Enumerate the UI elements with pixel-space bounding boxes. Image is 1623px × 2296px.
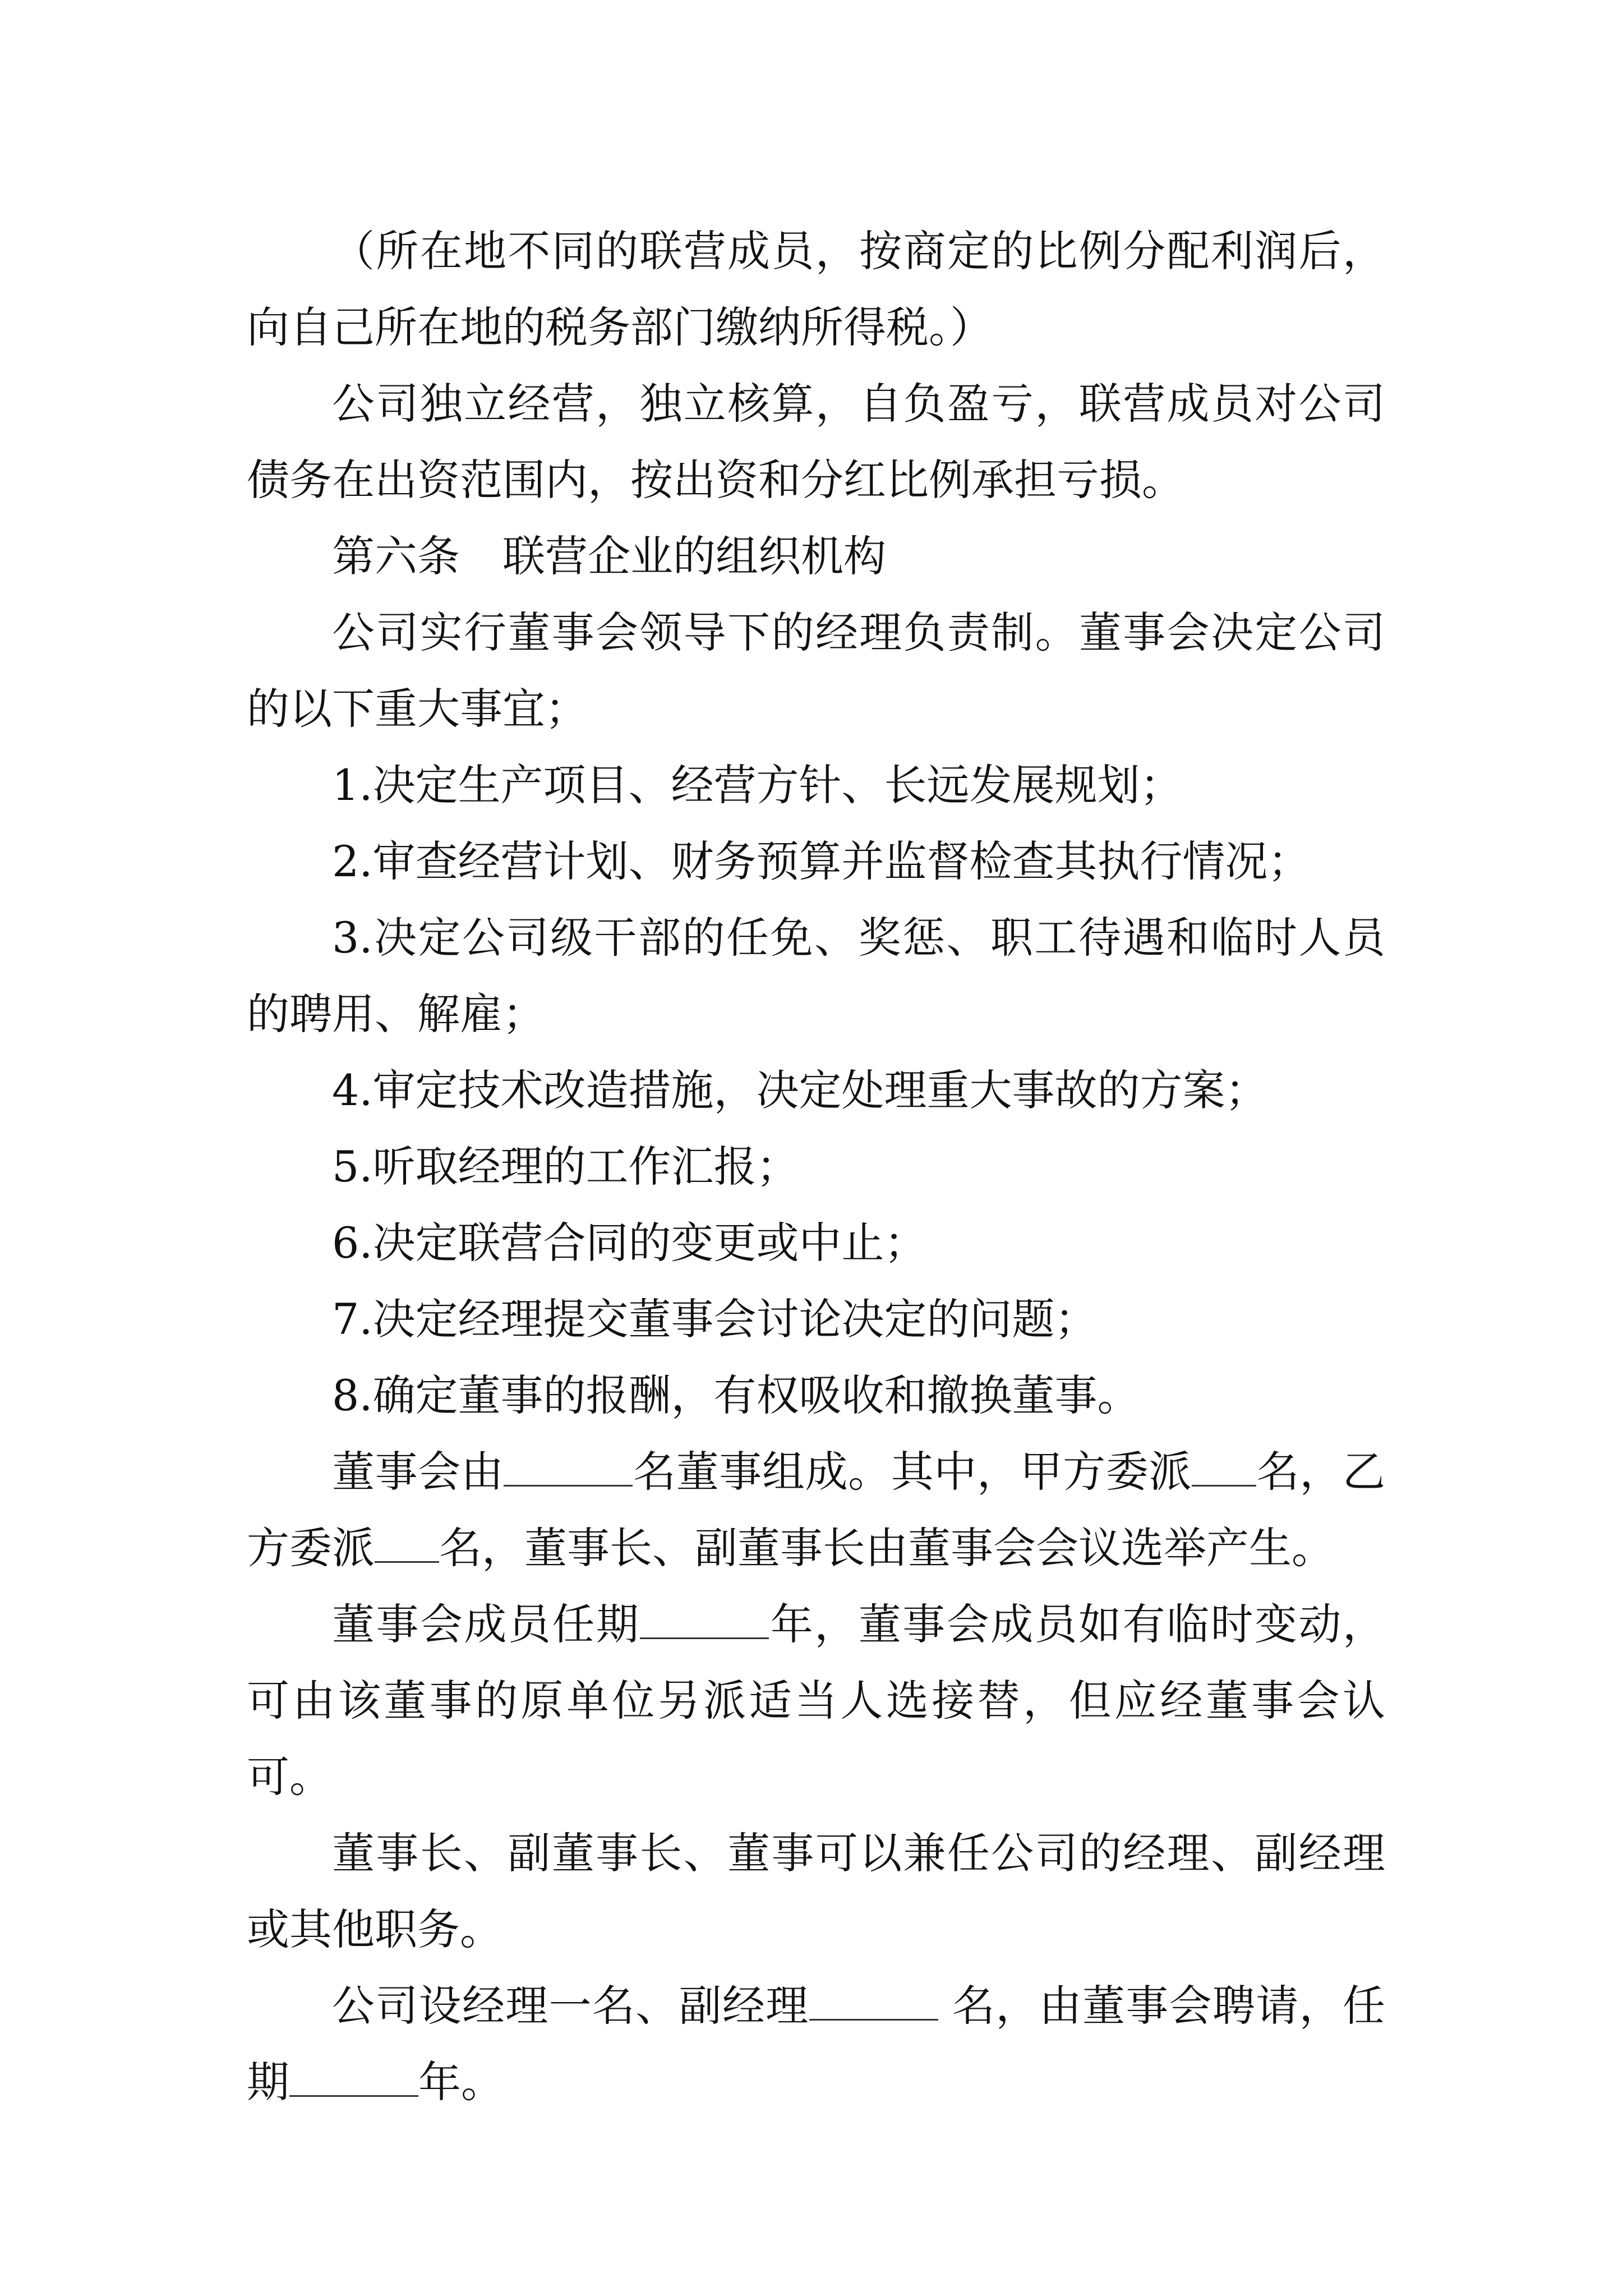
paragraph-board-system: [247, 595, 1385, 747]
list-item-1: [247, 747, 1385, 823]
list-item-8: [247, 1358, 1385, 1434]
list-item-text: 6.决定联营合同的变更或中止；: [332, 1218, 927, 1268]
paragraph-text: （所在地不同的联营成员，按商定的比例分配利润后，向自己所在地的税务部门缴纳所得税。）: [247, 226, 1385, 352]
list-item-3: [247, 900, 1385, 1052]
paragraph-profit-tax: [247, 213, 1385, 366]
paragraph-independent-accounting: [247, 366, 1385, 518]
paragraph-text: 公司设经理一名、副经理: [332, 1981, 809, 2031]
paragraph-text: 董事会由: [332, 1447, 504, 1497]
paragraph-manager-appointment: [247, 1968, 1385, 2120]
paragraph-board-term: [247, 1586, 1385, 1815]
list-item-text: 7.决定经理提交董事会讨论决定的问题；: [332, 1294, 1098, 1344]
list-item-4: [247, 1052, 1385, 1129]
fill-in-blank-manager-term[interactable]: [289, 2058, 418, 2097]
paragraph-text: 年，董事会成员如有临时变动，可由该董事的原单位另派适当人选接替，但应经董事会认可。: [247, 1599, 1386, 1802]
paragraph-text: 公司实行董事会领导下的经理负责制。董事会决定公司的以下重大事宜；: [247, 608, 1385, 734]
paragraph-text: 董事长、副董事长、董事可以兼任公司的经理、副经理或其他职务。: [247, 1828, 1385, 1954]
list-item-text: 1.决定生产项目、经营方针、长远发展规划；: [332, 760, 1183, 810]
paragraph-text: 名，由董事会聘请，任期: [247, 1981, 1385, 2107]
paragraph-text: 名董事组成。其中，甲方委派: [633, 1447, 1192, 1497]
list-item-text: 4.审定技术改造措施，决定处理重大事故的方案；: [332, 1065, 1268, 1115]
article-title: 第六条 联营企业的组织机构: [332, 531, 886, 581]
fill-in-blank-party-b-count[interactable]: [375, 1524, 439, 1563]
list-item-6: [247, 1205, 1385, 1281]
fill-in-blank-party-a-count[interactable]: [1192, 1448, 1256, 1487]
list-item-text: 5.听取经理的工作汇报；: [332, 1142, 799, 1191]
list-item-7: [247, 1281, 1385, 1358]
paragraph-text: 年。: [418, 2057, 504, 2107]
fill-in-blank-board-size[interactable]: [504, 1448, 633, 1487]
list-item-2: [247, 823, 1385, 900]
document-body: [247, 213, 1385, 2120]
article-six-heading: [247, 518, 1385, 595]
paragraph-board-composition: [247, 1434, 1385, 1586]
list-item-text: 3.决定公司级干部的任免、奖惩、职工待遇和临时人员的聘用、解雇；: [247, 913, 1385, 1039]
list-item-text: 2.审查经营计划、财务预算并监督检查其执行情况；: [332, 836, 1311, 886]
paragraph-text: 董事会成员任期: [332, 1599, 640, 1649]
fill-in-blank-board-term[interactable]: [640, 1600, 769, 1639]
paragraph-text: 公司独立经营，独立核算，自负盈亏，联营成员对公司债务在出资范围内，按出资和分红比例承担亏损。: [247, 379, 1385, 505]
paragraph-concurrent-posts: [247, 1815, 1385, 1968]
list-item-text: 8.确定董事的报酬，有权吸收和撤换董事。: [332, 1370, 1140, 1420]
list-item-5: [247, 1129, 1385, 1205]
paragraph-text: 名，董事长、副董事长由董事会会议选举产生。: [439, 1523, 1334, 1573]
fill-in-blank-deputy-manager-count[interactable]: [809, 1982, 938, 2021]
paragraph-text: 名，乙方委派: [247, 1447, 1386, 1573]
